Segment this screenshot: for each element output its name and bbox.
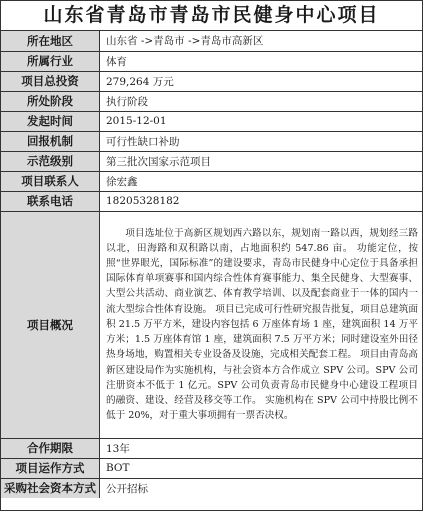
row-label: 项目概况 xyxy=(1,211,100,438)
row-value: 279,264 万元 xyxy=(100,71,423,91)
table-row xyxy=(1,71,422,91)
row-value: 山东省 ->青岛市 ->青岛市高新区 xyxy=(100,31,423,51)
table-row xyxy=(1,91,422,111)
table-row xyxy=(1,191,422,211)
row-label: 项目联系人 xyxy=(1,171,100,191)
row-label: 合作期限 xyxy=(1,438,100,458)
row-value: 执行阶段 xyxy=(100,91,423,111)
row-value: 13年 xyxy=(100,438,423,458)
row-value: 18205328182 xyxy=(100,191,423,211)
table-row xyxy=(1,458,422,478)
project-overview-text: 项目选址位于高新区规划西六路以东，规划南一路以西，规划经三路以北，田海路和双积路以南，占地面积约 547.86 亩。 功能定位，按照“世界眼光，国际标准”的建设要求，青岛市民健身中心定位于具备承担国际体育单项赛事和国内综合性体育赛事能力、集全民健身、大型赛事、大型公共活动、商业演艺、体育教学培训、以及配套商业于一体的国内一流大型综合性体育设施。 项目已完成可行性研究报告批复，项目总建筑面积 21.5 万平方米，建设内容包括 6 万座体育场 1 座，建筑面积 14 万平方米；1.5 万座体育馆 1 座，建筑面积 7.5 万平方米；同时建设室外田径热身场地，购置相关专业设备及设施，完成相关配套工程。 项目由青岛高新区建设局作为实施机构，与社会资本方合作成立 SPV 公司。SPV 公司注册资本不低于 1 亿元。SPV 公司负责青岛市民健身中心建设工程项目的融资、建设、经营及移交等工作。 实施机构在 SPV 公司中持股比例不低于 20%，对于重大事项拥有一票否决权。 xyxy=(106,227,418,422)
table-row xyxy=(1,151,422,171)
table-row xyxy=(1,111,422,131)
row-label: 所在地区 xyxy=(1,31,100,51)
row-label: 所处阶段 xyxy=(1,91,100,111)
page-title: 山东省青岛市青岛市民健身中心项目 xyxy=(1,1,422,31)
row-label: 回报机制 xyxy=(1,131,100,151)
row-label: 采购社会资本方式 xyxy=(1,478,100,498)
row-label: 联系电话 xyxy=(1,191,100,211)
row-value: 第三批次国家示范项目 xyxy=(100,151,423,171)
table-row xyxy=(1,438,422,458)
row-value: 徐宏鑫 xyxy=(100,171,423,191)
table-row xyxy=(1,31,422,51)
table-row xyxy=(1,478,422,498)
row-label: 所属行业 xyxy=(1,51,100,71)
row-value: 体育 xyxy=(100,51,423,71)
row-value: 公开招标 xyxy=(106,482,148,495)
row-value: 可行性缺口补助 xyxy=(100,131,423,151)
table-row xyxy=(1,171,422,191)
table-row-overview xyxy=(1,211,422,438)
row-value: 2015-12-01 xyxy=(100,111,423,131)
table-row xyxy=(1,51,422,71)
project-info-table xyxy=(1,31,422,498)
table-row xyxy=(1,131,422,151)
row-label: 示范级别 xyxy=(1,151,100,171)
row-label: 项目运作方式 xyxy=(1,458,100,478)
row-value: BOT xyxy=(100,458,423,478)
row-label: 发起时间 xyxy=(1,111,100,131)
project-overview-cell xyxy=(100,211,423,438)
row-label: 项目总投资 xyxy=(1,71,100,91)
